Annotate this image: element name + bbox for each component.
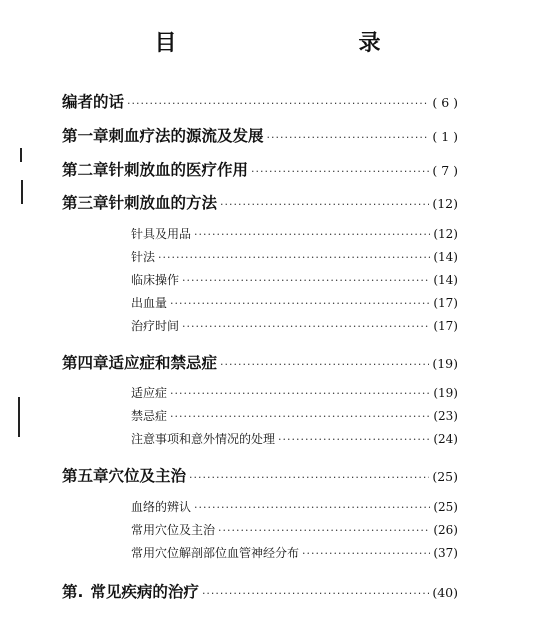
toc-entry-page: (17) xyxy=(433,296,458,310)
toc-entry-chapter-6[interactable] xyxy=(62,580,458,602)
toc-entry-chapter-5[interactable] xyxy=(62,464,458,486)
toc-entry-name: 编者的话 xyxy=(62,93,125,111)
dot-leader xyxy=(127,97,429,110)
dot-leader xyxy=(189,471,429,484)
toc-entry-name: 常用穴位及主治 xyxy=(131,523,216,537)
page-title: 目 录 xyxy=(154,31,427,56)
toc-entry-name: 针具及用品 xyxy=(131,227,192,241)
toc-subentry[interactable] xyxy=(131,248,458,265)
toc-entry-preface[interactable] xyxy=(62,90,458,112)
toc-subentry[interactable] xyxy=(131,384,458,401)
toc-entry-page: (12) xyxy=(432,196,458,211)
toc-subentry[interactable] xyxy=(131,521,458,538)
scan-mark xyxy=(20,148,22,162)
toc-entry-chapter-3[interactable] xyxy=(62,191,458,213)
toc-entry-page: (25) xyxy=(433,500,458,514)
dot-leader xyxy=(194,501,430,514)
dot-leader xyxy=(302,547,430,560)
dot-leader xyxy=(202,587,429,600)
toc-entry-name: 针刺放血的方法 xyxy=(108,194,218,212)
toc-entry-page: (23) xyxy=(433,409,458,423)
dot-leader xyxy=(278,433,430,446)
toc-entry-page: (40) xyxy=(432,585,458,600)
scan-mark xyxy=(21,180,23,204)
dot-leader xyxy=(170,297,430,310)
dot-leader xyxy=(170,387,430,400)
toc-entry-name: 针法 xyxy=(131,250,156,264)
toc-entry-page: (14) xyxy=(433,273,458,287)
toc-subentry[interactable] xyxy=(131,271,458,288)
toc-entry-name: 适应症和禁忌症 xyxy=(108,354,218,372)
dot-leader xyxy=(251,165,429,178)
toc-subentry[interactable] xyxy=(131,430,458,447)
toc-entry-page: ( 1 ) xyxy=(432,129,458,144)
toc-subentry[interactable] xyxy=(131,498,458,515)
toc-subentry[interactable] xyxy=(131,225,458,242)
scan-mark xyxy=(18,397,20,437)
toc-entry-page: (19) xyxy=(433,386,458,400)
dot-leader xyxy=(220,358,429,371)
toc-entry-chapter-1[interactable] xyxy=(62,124,458,146)
toc-entry-name: 临床操作 xyxy=(131,273,180,287)
toc-entry-name: 注意事项和意外情况的处理 xyxy=(131,432,276,446)
toc-entry-page: (24) xyxy=(433,432,458,446)
toc-chapter-number: 第四章 xyxy=(62,354,109,372)
toc-entry-chapter-2[interactable] xyxy=(62,158,458,180)
toc-entry-page: ( 7 ) xyxy=(432,163,458,178)
toc-entry-name: 血络的辨认 xyxy=(131,500,192,514)
toc-entry-name: 穴位及主治 xyxy=(108,467,187,485)
toc-entry-name: 治疗时间 xyxy=(131,319,180,333)
dot-leader xyxy=(170,410,430,423)
toc-entry-page: (17) xyxy=(433,319,458,333)
toc-subentry[interactable] xyxy=(131,544,458,561)
toc-subentry[interactable] xyxy=(131,317,458,334)
toc-entry-page: (19) xyxy=(432,356,458,371)
toc-chapter-number: 第三章 xyxy=(62,194,109,212)
dot-leader xyxy=(267,131,430,144)
toc-entry-page: (25) xyxy=(432,469,458,484)
toc-entry-name: 刺血疗法的源流及发展 xyxy=(108,127,264,145)
dot-leader xyxy=(182,320,430,333)
toc-subentry[interactable] xyxy=(131,407,458,424)
toc-entry-name: 常见疾病的治疗 xyxy=(90,583,199,601)
toc-entry-name: 常用穴位解剖部位血管神经分布 xyxy=(131,546,300,560)
dot-leader xyxy=(194,228,430,241)
dot-leader xyxy=(182,274,430,287)
toc-entry-page: (26) xyxy=(433,523,458,537)
toc-entry-page: (12) xyxy=(433,227,458,241)
toc-chapter-number: 第. xyxy=(62,583,84,601)
toc-subentry[interactable] xyxy=(131,294,458,311)
dot-leader xyxy=(158,251,430,264)
toc-entry-page: (37) xyxy=(433,546,458,560)
dot-leader xyxy=(220,198,429,211)
toc-entry-name: 禁忌症 xyxy=(131,409,168,423)
toc-chapter-number: 第五章 xyxy=(62,467,109,485)
toc-entry-name: 出血量 xyxy=(131,296,168,310)
toc-entry-chapter-4[interactable] xyxy=(62,351,458,373)
toc-entry-name: 适应症 xyxy=(131,386,168,400)
toc-chapter-number: 第二章 xyxy=(62,161,109,179)
dot-leader xyxy=(218,524,430,537)
toc-entry-page: ( 6 ) xyxy=(432,95,458,110)
toc-chapter-number: 第一章 xyxy=(62,127,109,145)
toc-entry-page: (14) xyxy=(433,250,458,264)
toc-entry-name: 针刺放血的医疗作用 xyxy=(108,161,249,179)
